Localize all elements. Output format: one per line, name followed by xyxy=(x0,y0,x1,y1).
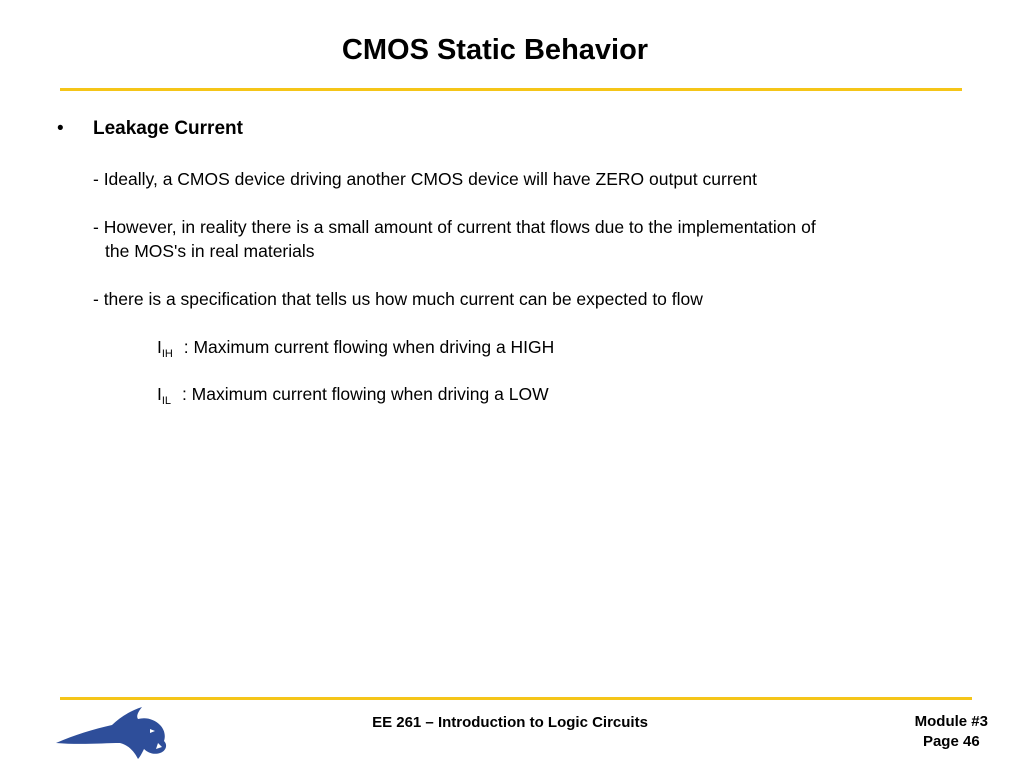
spec-iih-description: : Maximum current flowing when driving a HIGH xyxy=(183,337,555,357)
spec-iih-subscript: IH xyxy=(161,348,173,360)
text-line-however: - However, in reality there is a small amount of current that flows due to the implementation of xyxy=(93,217,816,237)
spec-iih-symbol xyxy=(157,337,173,360)
spec-iih-letter: I xyxy=(157,337,162,357)
spec-iil xyxy=(157,384,549,407)
footer-module-number: Module #3 xyxy=(914,713,988,730)
footer-module-info xyxy=(915,712,988,752)
bobcat-logo-icon xyxy=(54,703,170,764)
spec-iil-subscript: IL xyxy=(161,395,172,407)
spec-iil-symbol xyxy=(157,384,171,407)
bullet-heading: Leakage Current xyxy=(93,118,243,139)
text-line-ideal: - Ideally, a CMOS device driving another CMOS device will have ZERO output current xyxy=(93,169,757,189)
slide-title: CMOS Static Behavior xyxy=(341,34,649,66)
bullet-icon: • xyxy=(57,118,64,139)
footer-page-number: Page 46 xyxy=(922,733,980,750)
spec-iil-description: : Maximum current flowing when driving a LOW xyxy=(181,384,549,404)
footer-course-title: EE 261 – Introduction to Logic Circuits xyxy=(372,714,648,731)
bottom-divider xyxy=(60,697,972,700)
spec-iil-letter: I xyxy=(157,384,162,404)
top-divider xyxy=(60,88,962,91)
text-line-however-cont: the MOS's in real materials xyxy=(105,241,315,261)
text-line-specification: - there is a specification that tells us how much current can be expected to flow xyxy=(93,289,703,309)
spec-iih xyxy=(157,337,554,360)
